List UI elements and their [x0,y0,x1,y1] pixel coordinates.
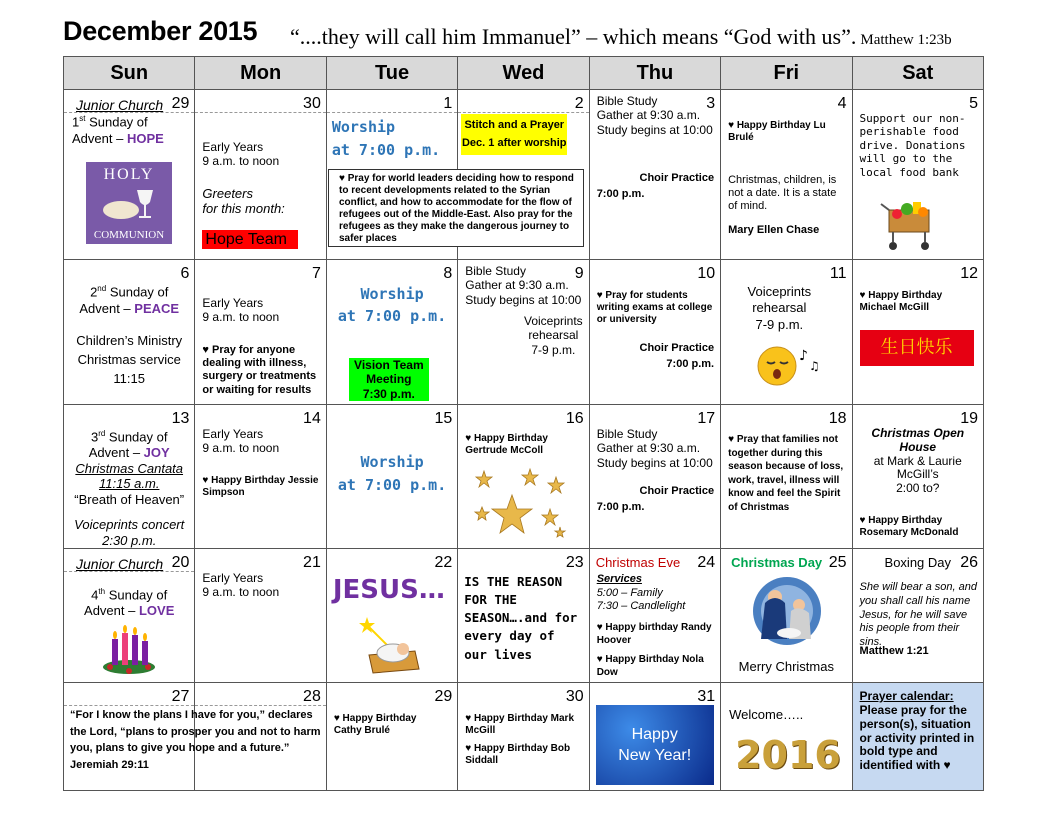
day-number: 16 [565,410,584,427]
day-number: 4 [837,95,847,112]
advent-text: 4th Sunday of Advent – LOVE [84,587,175,618]
prayer-text: ♥ Pray for anyone dealing with illness, surgery or treatments or waiting for results [202,344,317,396]
worship-text: Worship at 7:00 p.m. [337,285,447,325]
voiceprints-concert-text: Voiceprints concert 2:30 p.m. [74,517,185,548]
open-house-text: Christmas Open House at Mark & Laurie McGill’s 2:00 to? [871,426,965,496]
day-number: 31 [697,688,716,705]
day-number: 19 [960,410,978,427]
world-leaders-prayer-box: ♥ Pray for world leaders deciding how to respond to recent developments related to the Syrian conflict, and how to accommodate for the flow of refugees out of the Middle-East. Also pray for the refugees as they make the dangerous journey to safer places [328,169,584,247]
scripture-ref: Matthew 1:21 [859,645,929,657]
birthday-text: ♥ Happy Birthday Jessie Simpson [202,475,319,498]
day-number: 10 [697,265,716,282]
page-title: December 2015 [63,16,258,46]
jeremiah-verse: “For I know the plans I have for you,” declares the Lord, “plans to prosper you and not to harm you, plans to give you hope and a future.” Jeremiah 29:11 [70,709,321,771]
happy-new-year-image: Happy New Year! [596,705,714,785]
day-number: 8 [443,265,453,282]
day-cell-dec-17 [589,405,720,549]
calendar-grid [63,56,984,791]
voiceprints-text: Voiceprints rehearsal 7-9 p.m. [747,284,812,332]
childrens-ministry-text: Children’s Ministry Christmas service 11:15 [76,333,183,386]
day-cell-dec-15 [326,405,457,549]
christmas-eve-label: Christmas Eve [595,555,681,570]
day-cell-dec-6 [64,260,195,405]
day-cell-dec-5 [852,90,983,260]
day-number: 17 [697,410,716,427]
services-times: 5:00 – Family 7:30 – Candlelight [596,587,686,613]
food-drive-text: Support our non-perishable food drive. Donations will go to the local food bank [859,112,966,179]
day-header-thu: Thu [589,57,720,90]
day-cell-dec-11 [721,260,852,405]
day-number: 6 [180,265,190,282]
junior-church-label: Junior Church [76,556,164,572]
greeters-label: Greeters [202,186,253,201]
day-cell-dec-21 [195,549,326,683]
worship-text: Worship at 7:00 p.m. [337,453,447,494]
choir-practice-time: 7:00 p.m. [596,501,645,513]
day-number: 28 [303,688,321,705]
birthday-text: ♥ Happy Birthday Nola Dow [596,654,704,678]
early-years-text: Early Years [202,140,264,154]
reason-season-text: IS THE REASON FOR THE SEASON….and for every day of our lives [464,574,578,662]
nativity-icon [751,575,823,653]
worship-text: Worship at 7:00 p.m. [331,118,441,159]
day-header-sun: Sun [64,57,195,90]
day-number: 27 [171,688,190,705]
day-number: 11 [829,265,847,282]
day-cell-dec-22 [326,549,457,683]
hope-team-badge: Hope Team [202,230,298,249]
christmas-day-label: Christmas Day [731,555,823,570]
choir-practice-time: 7:00 p.m. [666,358,715,370]
early-years-text: Early Years 9 a.m. to noon [202,427,280,456]
birthday-text: ♥ Happy Birthday Michael McGill [859,290,943,313]
day-header-wed: Wed [458,57,589,90]
day-number: 25 [828,554,847,571]
day-number: 5 [969,95,978,112]
day-cell-dec-16 [458,405,589,549]
svg-text:♫: ♫ [809,359,820,373]
day-cell-dec-9 [458,260,589,405]
day-cell-dec-30 [458,683,589,791]
food-cart-icon [879,196,941,252]
day-cell-dec-4 [721,90,852,260]
day-number: 29 [171,95,190,112]
day-number: 22 [434,554,453,571]
day-number: 20 [171,554,190,571]
day-number: 2 [574,95,584,112]
prayer-calendar-label: Prayer calendar: [859,689,954,703]
day-cell-dec-26 [852,549,983,683]
day-header-fri: Fri [721,57,852,90]
bible-study-text: Bible Study Gather at 9:30 a.m. Study begins at 10:00 [465,264,582,307]
day-cell-dec-25 [721,549,852,683]
day-cell-dec-8 [326,260,457,405]
choir-practice-text: Choir Practice [639,485,715,497]
jesus-text: JESUS… [332,575,445,605]
birthday-text: ♥ Happy Birthday Bob Siddall [465,743,571,766]
junior-church-label: Junior Church [76,97,164,113]
advent-text: 2nd Sunday of Advent – PEACE [79,284,180,316]
day-cell-dec-29 [326,683,457,791]
birthday-text: ♥ Happy Birthday Rosemary McDonald [859,515,959,538]
services-label: Services [596,573,642,585]
year-2016-text: 2016 [735,733,841,777]
choir-practice-time: 7:00 p.m. [596,188,645,200]
day-cell-dec-23 [458,549,589,683]
birthday-text: ♥ Happy birthday Randy Hoover [596,622,712,646]
boxing-day-label: Boxing Day [884,555,952,570]
day-cell-dec-13 [64,405,195,549]
day-number: 9 [574,265,584,282]
verse-ref: Matthew 1:23b [860,32,952,48]
bible-study-text: Bible Study Gather at 9:30 a.m. Study begins at 10:00 [596,94,713,137]
day-number: 26 [960,554,978,571]
prayer-text: ♥ Pray that families not together during this season because of loss, work, travel, illness will know and feel the Spirit of Christmas [728,434,844,513]
day-number: 23 [565,554,584,571]
advent-candles-icon [98,619,160,677]
prayer-calendar-note [852,683,983,791]
day-header-mon: Mon [195,57,326,90]
bible-study-text: Bible Study Gather at 9:30 a.m. Study begins at 10:00 [596,427,713,470]
birthday-text: ♥ Happy Birthday Lu Brulé [728,120,826,143]
advent-text: 3rd Sunday of Advent – JOY Christmas Cantata 11:15 a.m. “Breath of Heaven” [74,429,185,507]
header-verse [290,24,952,50]
day-cell-dec-18 [721,405,852,549]
day-number: 7 [311,265,321,282]
greeters-sub: for this month: [202,201,285,216]
day-cell-dec-24 [589,549,720,683]
prayer-text: ♥ Pray for students writing exams at college or university [596,290,713,325]
holy-communion-image: HOLY COMMUNION [86,162,172,244]
stitch-prayer-badge: Stitch and a Prayer Dec. 1 after worship [461,114,567,155]
scripture-text: She will bear a son, and you shall call his name Jesus, for he will save his people from their sins. [859,581,977,648]
chalice-icon [99,184,159,224]
day-number: 14 [303,410,321,427]
early-years-time: 9 a.m. to noon [202,154,280,168]
day-number: 30 [303,95,321,112]
day-cell-jan-1 [721,683,852,791]
prayer-calendar-text: Please pray for the person(s), situation or activity printed in bold type and identified with ♥ [859,703,975,773]
voiceprints-text: Voiceprints rehearsal 7-9 p.m. [523,314,583,357]
day-cell-dec-19 [852,405,983,549]
early-years-text: Early Years 9 a.m. to noon [202,296,280,325]
vision-team-badge: Vision Team Meeting 7:30 p.m. [349,358,429,401]
day-cell-dec-12 [852,260,983,405]
quote-author: Mary Ellen Chase [728,224,820,236]
day-cell-dec-31 [589,683,720,791]
manger-baby-icon [359,611,425,677]
welcome-text: Welcome….. [729,707,804,722]
choir-practice-text: Choir Practice [639,342,715,354]
day-cell-dec-3 [589,90,720,260]
early-years-text: Early Years 9 a.m. to noon [202,571,280,600]
day-number: 15 [434,410,453,427]
day-number: 18 [828,410,847,427]
day-number: 29 [434,688,453,705]
singing-emoji-icon [755,340,821,388]
gold-stars-icon [472,463,572,543]
birthday-text: ♥ Happy Birthday Mark McGill [465,713,575,736]
birthday-text: ♥ Happy Birthday Gertrude McColl [465,433,548,456]
day-number: 3 [706,95,716,112]
day-cell-dec-7 [195,260,326,405]
verse-text: “....they will call him Immanuel” – which means “God with us”. [290,24,857,49]
day-number: 12 [960,265,978,282]
day-cell-nov-30 [195,90,326,260]
day-number: 21 [303,554,321,571]
birthday-text: ♥ Happy Birthday Cathy Brulé [333,713,417,736]
day-cell-dec-20 [64,549,195,683]
day-cell-nov-29 [64,90,195,260]
happy-birthday-chinese-banner: 生日快乐 [860,330,974,366]
merry-christmas-text: Merry Christmas [738,659,834,674]
quote-text: Christmas, children, is not a date. It is a state of mind. [728,174,837,213]
day-cell-dec-14 [195,405,326,549]
advent-text: 1st Sunday of Advent – HOPE [72,114,164,146]
day-header-sat: Sat [852,57,983,90]
svg-text:♪: ♪ [799,348,809,364]
day-cell-dec-10 [589,260,720,405]
day-number: 13 [171,410,190,427]
day-number: 1 [443,95,453,112]
choir-practice-text: Choir Practice [639,172,715,184]
day-header-tue: Tue [326,57,457,90]
day-number: 24 [697,554,716,571]
day-number: 30 [565,688,584,705]
